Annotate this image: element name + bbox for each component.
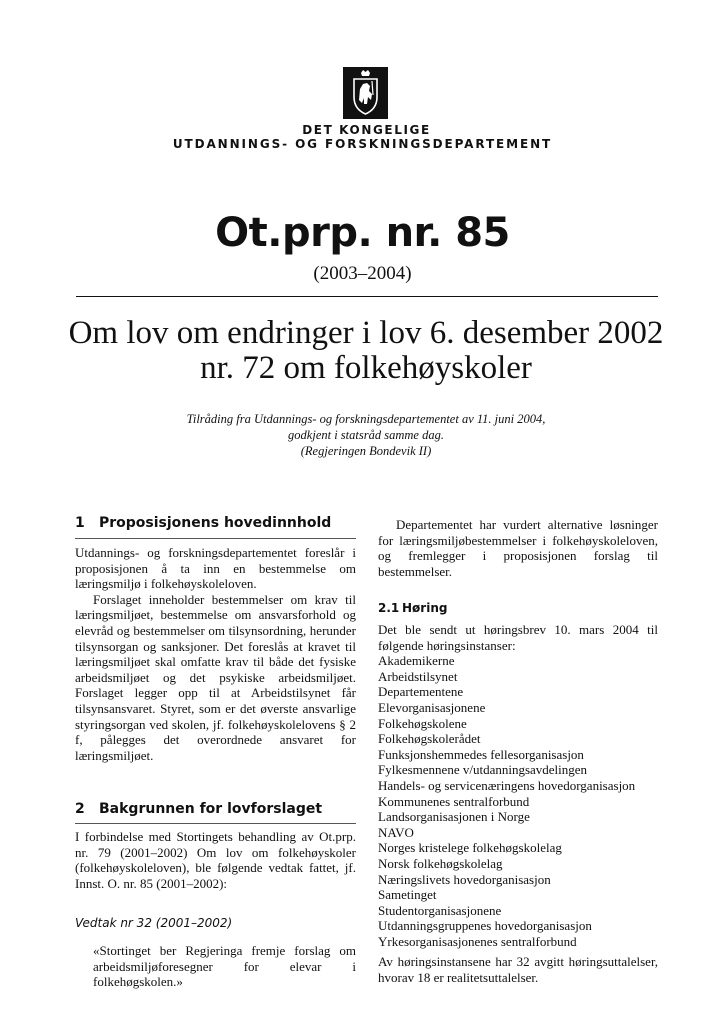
section1-number: 1 — [75, 515, 85, 531]
hearing-instances-list — [378, 653, 658, 949]
section2-paragraph: I forbindelse med Stortingets behandling av Ot.prp. nr. 79 (2001–2002) Om lov om folkehøyskoler (folkehøyskoleloven), ble følgende vedtak fattet, jf. Innst. O. nr. 85 (2001–2002): — [75, 829, 356, 891]
document-number: Ot.prp. nr. 85 — [215, 210, 510, 256]
list-item: Funksjonshemmedes fellesorganisasjon — [378, 746, 584, 762]
list-item: Akademikerne — [378, 653, 455, 669]
list-item: Næringslivets hovedorganisasjon — [378, 871, 551, 887]
list-item: Fylkesmennene v/utdanningsavdelingen — [378, 762, 588, 778]
section2-rule — [75, 823, 356, 824]
list-item: Departementene — [378, 684, 464, 700]
list-item: Yrkesorganisasjonenes sentralforbund — [378, 933, 577, 949]
subtitle-line1: Tilråding fra Utdannings- og forskningsdepartementet av 11. juni 2004, — [186, 412, 546, 426]
ministry-name-line2: UTDANNINGS- OG FORSKNINGSDEPARTEMENT — [172, 137, 553, 151]
document-title: Om lov om endringer i lov 6. desember 2002 nr. 72 om folkehøyskoler — [68, 315, 664, 386]
section21-heading-text: Høring — [402, 601, 448, 615]
list-item: Elevorganisasjonene — [378, 699, 486, 715]
section1-rule — [75, 538, 356, 539]
list-item: Studentorganisasjonene — [378, 902, 502, 918]
section2-body — [75, 829, 356, 891]
list-item: Handels- og servicenæringens hovedorganisasjon — [378, 777, 636, 793]
vedtak-quote: «Stortinget ber Regjeringa fremje forslag om arbeidsmiljøforesegner for elevar i folkehøgskolen.» — [93, 943, 356, 990]
coat-of-arms-logo — [343, 67, 388, 119]
section1-body — [75, 545, 356, 763]
list-item: Kommunenes sentralforbund — [378, 793, 530, 809]
document-subtitle — [100, 411, 632, 459]
session-years: (2003–2004) — [313, 263, 412, 284]
section21-body — [378, 622, 658, 986]
section21-number: 2.1 — [378, 601, 400, 615]
list-item: Sametinget — [378, 887, 437, 903]
vedtak-label: Vedtak nr 32 (2001–2002) — [75, 916, 233, 930]
section1-paragraph: Utdannings- og forskningsdepartementet foreslår i proposisjonen å ta inn en bestemmelse om læringsmiljø i folkehøyskoleloven. — [75, 545, 356, 592]
list-item: Folkehøgskolene — [378, 715, 467, 731]
ministry-name-line1: DET KONGELIGE — [302, 123, 431, 137]
subtitle-line2: godkjent i statsråd samme dag. — [288, 428, 444, 442]
hearing-intro: Det ble sendt ut høringsbrev 10. mars 2004 til følgende høringsinstanser: — [378, 622, 658, 653]
section2-number: 2 — [75, 801, 85, 817]
section1-heading-text: Proposisjonens hovedinnhold — [99, 515, 332, 531]
list-item: Arbeidstilsynet — [378, 668, 458, 684]
list-item: Folkehøgskolerådet — [378, 731, 481, 747]
subtitle-line3: (Regjeringen Bondevik II) — [300, 444, 432, 458]
list-item: Norges kristelege folkehøgskolelag — [378, 840, 562, 856]
list-item: Landsorganisasjonen i Norge — [378, 809, 530, 825]
section2-heading — [75, 801, 356, 817]
section1-paragraph: Forslaget inneholder bestemmelser om krav til læringsmiljøet, bestemmelse om ansvarsforhold og elevråd og bestemmelser om tilsynsordning, herunder tilsynsorgan og sanksjoner. Det foreslås at kravet til læringsmiljøet skal omfatte krav til både det fysiske arbeidsmiljøet og det psykiske arbeidsmiljøet. Forslaget legger opp til at Arbeidstilsynet får tilsynsansvaret. Styret, som er det øverste ansvarlige styringsorgan ved skolen, jf. folkehøyskolelovens § 2 f, pålegges det overordnede ansvaret for læringsmiljøet. — [75, 591, 356, 763]
section2-heading-text: Bakgrunnen for lovforslaget — [99, 801, 323, 817]
section2-right-paragraph: Departementet har vurdert alternative løsninger for læringsmiljøbestemmelser i folkehøyskoleloven, og fremlegger i proposisjonen forslag til bestemmelser. — [378, 517, 658, 579]
list-item: Norsk folkehøgskolelag — [378, 855, 503, 871]
list-item: NAVO — [378, 824, 414, 840]
header-divider — [76, 296, 658, 297]
section2-continuation — [378, 517, 658, 579]
section21-heading — [378, 601, 447, 615]
section1-heading — [75, 515, 356, 531]
list-item: Utdanningsgruppenes hovedorganisasjon — [378, 918, 592, 934]
hearing-closing: Av høringsinstansene har 32 avgitt høringsuttalelser, hvorav 18 er realitetsuttalelser. — [378, 954, 658, 986]
